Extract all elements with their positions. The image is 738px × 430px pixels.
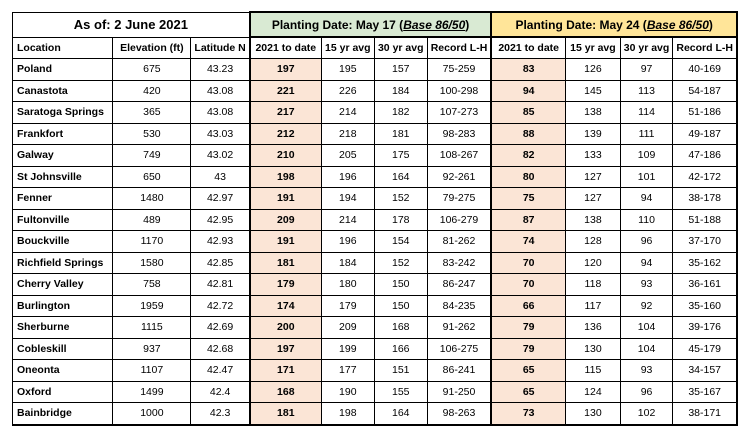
cell-may17-30yr-avg: 150 [374, 295, 427, 317]
cell-may17-record: 84-235 [427, 295, 491, 317]
cell-may17-15yr-avg: 209 [321, 317, 374, 339]
cell-latitude: 42.47 [191, 360, 250, 382]
cell-may24-15yr-avg: 127 [566, 166, 621, 188]
cell-may17-record: 75-259 [427, 59, 491, 81]
cell-may24-to-date: 83 [491, 59, 565, 81]
cell-may17-to-date: 171 [250, 360, 322, 382]
table-row [13, 381, 738, 403]
cell-may17-15yr-avg: 196 [321, 231, 374, 253]
cell-may24-to-date: 94 [491, 80, 565, 102]
table-row [13, 166, 738, 188]
cell-may17-record: 81-262 [427, 231, 491, 253]
cell-latitude: 43 [191, 166, 250, 188]
cell-location: Sherburne [13, 317, 113, 339]
cell-location: Cherry Valley [13, 274, 113, 296]
cell-may17-to-date: 221 [250, 80, 322, 102]
cell-may24-record: 42-172 [673, 166, 737, 188]
table-row [13, 102, 738, 124]
cell-may24-record: 38-171 [673, 403, 737, 425]
cell-may17-15yr-avg: 194 [321, 188, 374, 210]
cell-may24-to-date: 79 [491, 338, 565, 360]
cell-may17-to-date: 197 [250, 338, 322, 360]
cell-may17-15yr-avg: 218 [321, 123, 374, 145]
table-row [13, 123, 738, 145]
cell-elevation: 1480 [113, 188, 191, 210]
col-header-elevation: Elevation (ft) [113, 37, 191, 59]
table-row [13, 317, 738, 339]
cell-may17-to-date: 174 [250, 295, 322, 317]
cell-may24-30yr-avg: 92 [620, 295, 673, 317]
cell-elevation: 365 [113, 102, 191, 124]
cell-may24-30yr-avg: 113 [620, 80, 673, 102]
cell-may17-record: 100-298 [427, 80, 491, 102]
cell-may17-to-date: 209 [250, 209, 322, 231]
group-may17: Planting Date: May 17 (Base 86/50) [250, 12, 492, 37]
cell-location: Canastota [13, 80, 113, 102]
cell-may24-30yr-avg: 94 [620, 252, 673, 274]
cell-may24-record: 45-179 [673, 338, 737, 360]
cell-may17-30yr-avg: 166 [374, 338, 427, 360]
cell-may24-30yr-avg: 96 [620, 231, 673, 253]
as-of-date: As of: 2 June 2021 [13, 12, 250, 37]
cell-may17-record: 86-241 [427, 360, 491, 382]
cell-may24-30yr-avg: 101 [620, 166, 673, 188]
cell-may24-15yr-avg: 127 [566, 188, 621, 210]
cell-may17-to-date: 217 [250, 102, 322, 124]
cell-may17-15yr-avg: 180 [321, 274, 374, 296]
cell-may17-15yr-avg: 226 [321, 80, 374, 102]
cell-may24-record: 35-160 [673, 295, 737, 317]
cell-may24-15yr-avg: 120 [566, 252, 621, 274]
cell-location: Poland [13, 59, 113, 81]
column-header-row [13, 37, 738, 59]
cell-location: Galway [13, 145, 113, 167]
cell-may17-to-date: 168 [250, 381, 322, 403]
cell-location: Frankfort [13, 123, 113, 145]
cell-may24-15yr-avg: 117 [566, 295, 621, 317]
cell-may24-15yr-avg: 128 [566, 231, 621, 253]
cell-may24-30yr-avg: 104 [620, 317, 673, 339]
cell-may24-30yr-avg: 97 [620, 59, 673, 81]
cell-may17-30yr-avg: 181 [374, 123, 427, 145]
cell-may24-to-date: 65 [491, 360, 565, 382]
table-row [13, 403, 738, 425]
cell-may24-to-date: 85 [491, 102, 565, 124]
cell-may24-to-date: 75 [491, 188, 565, 210]
cell-may24-record: 34-157 [673, 360, 737, 382]
col-header-may24-record: Record L-H [673, 37, 737, 59]
cell-may17-to-date: 191 [250, 188, 322, 210]
cell-may24-record: 36-161 [673, 274, 737, 296]
cell-may17-30yr-avg: 157 [374, 59, 427, 81]
cell-elevation: 420 [113, 80, 191, 102]
cell-may24-to-date: 79 [491, 317, 565, 339]
cell-location: Oxford [13, 381, 113, 403]
cell-may17-30yr-avg: 152 [374, 188, 427, 210]
cell-may24-record: 35-162 [673, 252, 737, 274]
cell-location: Burlington [13, 295, 113, 317]
cell-may24-30yr-avg: 110 [620, 209, 673, 231]
cell-may17-to-date: 191 [250, 231, 322, 253]
group-may24: Planting Date: May 24 (Base 86/50) [491, 12, 737, 37]
cell-may24-30yr-avg: 111 [620, 123, 673, 145]
cell-location: Fenner [13, 188, 113, 210]
cell-may24-to-date: 87 [491, 209, 565, 231]
cell-elevation: 1580 [113, 252, 191, 274]
table-row [13, 80, 738, 102]
cell-elevation: 1000 [113, 403, 191, 425]
cell-may17-30yr-avg: 155 [374, 381, 427, 403]
cell-may17-to-date: 197 [250, 59, 322, 81]
cell-may24-to-date: 70 [491, 274, 565, 296]
gdd-table [12, 11, 738, 426]
cell-may17-30yr-avg: 154 [374, 231, 427, 253]
cell-elevation: 675 [113, 59, 191, 81]
cell-may24-15yr-avg: 138 [566, 102, 621, 124]
table-row [13, 188, 738, 210]
cell-may17-15yr-avg: 177 [321, 360, 374, 382]
cell-may24-to-date: 66 [491, 295, 565, 317]
cell-may24-15yr-avg: 130 [566, 338, 621, 360]
table-row [13, 59, 738, 81]
cell-may24-15yr-avg: 133 [566, 145, 621, 167]
cell-may24-record: 54-187 [673, 80, 737, 102]
cell-elevation: 530 [113, 123, 191, 145]
cell-latitude: 42.72 [191, 295, 250, 317]
cell-may24-to-date: 82 [491, 145, 565, 167]
cell-location: Bouckville [13, 231, 113, 253]
table-row [13, 145, 738, 167]
cell-may17-record: 91-250 [427, 381, 491, 403]
cell-latitude: 43.08 [191, 80, 250, 102]
cell-may17-15yr-avg: 190 [321, 381, 374, 403]
cell-may24-30yr-avg: 109 [620, 145, 673, 167]
cell-may17-30yr-avg: 182 [374, 102, 427, 124]
cell-may24-record: 37-170 [673, 231, 737, 253]
cell-may24-15yr-avg: 139 [566, 123, 621, 145]
cell-elevation: 758 [113, 274, 191, 296]
cell-location: Richfield Springs [13, 252, 113, 274]
cell-may17-15yr-avg: 198 [321, 403, 374, 425]
cell-location: Cobleskill [13, 338, 113, 360]
cell-may17-30yr-avg: 168 [374, 317, 427, 339]
cell-elevation: 749 [113, 145, 191, 167]
cell-latitude: 42.4 [191, 381, 250, 403]
cell-may24-15yr-avg: 130 [566, 403, 621, 425]
cell-may24-record: 40-169 [673, 59, 737, 81]
cell-may24-to-date: 74 [491, 231, 565, 253]
cell-may17-record: 98-283 [427, 123, 491, 145]
cell-may24-30yr-avg: 104 [620, 338, 673, 360]
cell-may24-30yr-avg: 93 [620, 274, 673, 296]
cell-may17-record: 106-279 [427, 209, 491, 231]
cell-may17-15yr-avg: 199 [321, 338, 374, 360]
cell-elevation: 1107 [113, 360, 191, 382]
cell-may17-record: 92-261 [427, 166, 491, 188]
cell-latitude: 43.02 [191, 145, 250, 167]
group-header-row [13, 12, 738, 37]
cell-latitude: 42.85 [191, 252, 250, 274]
cell-may24-30yr-avg: 94 [620, 188, 673, 210]
col-header-may24-to-date: 2021 to date [491, 37, 565, 59]
cell-location: Fultonville [13, 209, 113, 231]
cell-may24-15yr-avg: 145 [566, 80, 621, 102]
col-header-may24-30yr: 30 yr avg [620, 37, 673, 59]
cell-may17-to-date: 212 [250, 123, 322, 145]
cell-latitude: 42.93 [191, 231, 250, 253]
cell-may17-15yr-avg: 179 [321, 295, 374, 317]
cell-latitude: 43.08 [191, 102, 250, 124]
cell-may17-record: 106-275 [427, 338, 491, 360]
cell-may24-record: 51-188 [673, 209, 737, 231]
cell-may17-15yr-avg: 184 [321, 252, 374, 274]
cell-may17-to-date: 210 [250, 145, 322, 167]
cell-elevation: 650 [113, 166, 191, 188]
cell-latitude: 43.23 [191, 59, 250, 81]
cell-may17-15yr-avg: 214 [321, 102, 374, 124]
cell-may17-to-date: 181 [250, 252, 322, 274]
table-row [13, 252, 738, 274]
col-header-may24-15yr: 15 yr avg [566, 37, 621, 59]
cell-location: Bainbridge [13, 403, 113, 425]
cell-may17-15yr-avg: 196 [321, 166, 374, 188]
cell-may17-30yr-avg: 175 [374, 145, 427, 167]
cell-may17-30yr-avg: 164 [374, 403, 427, 425]
cell-location: Saratoga Springs [13, 102, 113, 124]
cell-may24-record: 51-186 [673, 102, 737, 124]
cell-may24-15yr-avg: 136 [566, 317, 621, 339]
cell-elevation: 937 [113, 338, 191, 360]
base-label: Base 86/50 [646, 17, 709, 32]
cell-may24-record: 35-167 [673, 381, 737, 403]
cell-location: Oneonta [13, 360, 113, 382]
cell-may24-record: 47-186 [673, 145, 737, 167]
cell-elevation: 1170 [113, 231, 191, 253]
col-header-latitude: Latitude N [191, 37, 250, 59]
cell-may24-30yr-avg: 114 [620, 102, 673, 124]
cell-may17-record: 107-273 [427, 102, 491, 124]
cell-may17-record: 83-242 [427, 252, 491, 274]
cell-may17-to-date: 179 [250, 274, 322, 296]
cell-may17-record: 86-247 [427, 274, 491, 296]
cell-latitude: 42.97 [191, 188, 250, 210]
cell-may17-record: 91-262 [427, 317, 491, 339]
cell-elevation: 1499 [113, 381, 191, 403]
table-row [13, 209, 738, 231]
cell-latitude: 42.81 [191, 274, 250, 296]
cell-latitude: 42.69 [191, 317, 250, 339]
cell-location: St Johnsville [13, 166, 113, 188]
cell-may17-30yr-avg: 164 [374, 166, 427, 188]
cell-may17-to-date: 200 [250, 317, 322, 339]
cell-latitude: 42.95 [191, 209, 250, 231]
cell-latitude: 42.68 [191, 338, 250, 360]
cell-may24-to-date: 88 [491, 123, 565, 145]
table-row [13, 231, 738, 253]
col-header-may17-to-date: 2021 to date [250, 37, 322, 59]
cell-elevation: 1959 [113, 295, 191, 317]
table-row [13, 360, 738, 382]
cell-elevation: 489 [113, 209, 191, 231]
cell-latitude: 42.3 [191, 403, 250, 425]
cell-may24-30yr-avg: 102 [620, 403, 673, 425]
table-row [13, 338, 738, 360]
cell-may24-30yr-avg: 96 [620, 381, 673, 403]
cell-may17-to-date: 181 [250, 403, 322, 425]
cell-may24-to-date: 80 [491, 166, 565, 188]
cell-may17-30yr-avg: 150 [374, 274, 427, 296]
cell-may17-record: 79-275 [427, 188, 491, 210]
cell-may24-to-date: 73 [491, 403, 565, 425]
cell-may17-15yr-avg: 214 [321, 209, 374, 231]
table-row [13, 295, 738, 317]
cell-may24-15yr-avg: 118 [566, 274, 621, 296]
col-header-may17-15yr: 15 yr avg [321, 37, 374, 59]
cell-may17-record: 98-263 [427, 403, 491, 425]
col-header-may17-30yr: 30 yr avg [374, 37, 427, 59]
cell-latitude: 43.03 [191, 123, 250, 145]
cell-may24-15yr-avg: 138 [566, 209, 621, 231]
cell-may17-15yr-avg: 195 [321, 59, 374, 81]
col-header-location: Location [13, 37, 113, 59]
cell-elevation: 1115 [113, 317, 191, 339]
cell-may17-record: 108-267 [427, 145, 491, 167]
cell-may17-30yr-avg: 184 [374, 80, 427, 102]
cell-may17-30yr-avg: 151 [374, 360, 427, 382]
cell-may24-15yr-avg: 115 [566, 360, 621, 382]
cell-may24-30yr-avg: 93 [620, 360, 673, 382]
cell-may24-to-date: 70 [491, 252, 565, 274]
cell-may17-to-date: 198 [250, 166, 322, 188]
cell-may17-30yr-avg: 178 [374, 209, 427, 231]
cell-may17-15yr-avg: 205 [321, 145, 374, 167]
cell-may24-15yr-avg: 124 [566, 381, 621, 403]
cell-may24-15yr-avg: 126 [566, 59, 621, 81]
cell-may24-record: 49-187 [673, 123, 737, 145]
cell-may24-to-date: 65 [491, 381, 565, 403]
cell-may17-30yr-avg: 152 [374, 252, 427, 274]
base-label: Base 86/50 [403, 17, 466, 32]
cell-may24-record: 38-178 [673, 188, 737, 210]
col-header-may17-record: Record L-H [427, 37, 491, 59]
cell-may24-record: 39-176 [673, 317, 737, 339]
table-row [13, 274, 738, 296]
